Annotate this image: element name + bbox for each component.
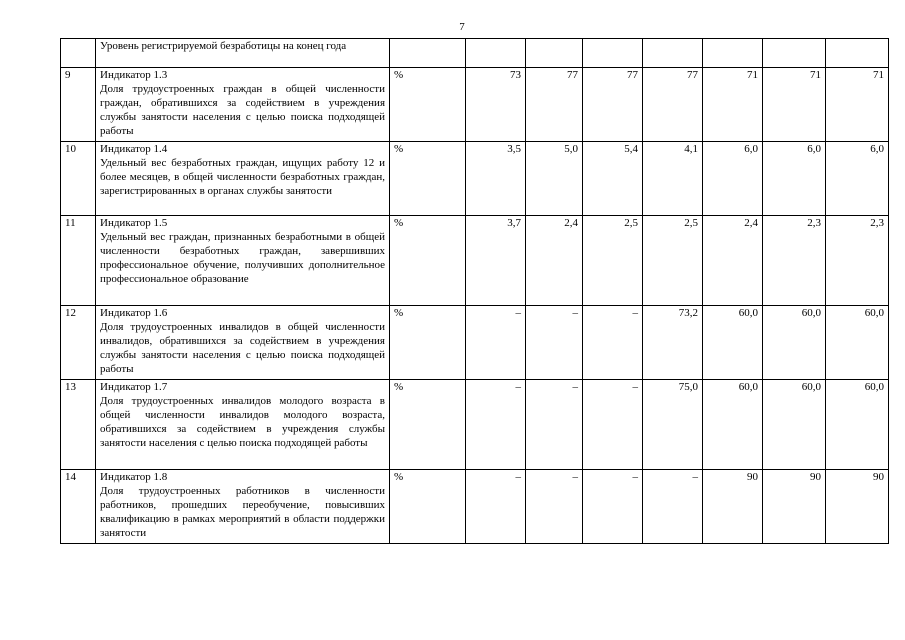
value-cell: 6,0 [763,142,826,216]
value-cell: 5,0 [526,142,583,216]
value-cell: 2,5 [643,216,703,306]
unit-cell: % [390,216,466,306]
row-number: 12 [61,306,96,380]
row-number: 10 [61,142,96,216]
value-cell: – [526,380,583,470]
row-number: 9 [61,68,96,142]
value-cell: – [643,470,703,544]
row-number [61,39,96,68]
value-cell: 73,2 [643,306,703,380]
table-row-indicator-1-7 [61,380,889,470]
table-row-continuation [61,39,889,68]
value-cell: 6,0 [826,142,889,216]
value-cell: 60,0 [763,380,826,470]
value-cell: 2,5 [583,216,643,306]
value-cell: 60,0 [763,306,826,380]
value-cell: 71 [826,68,889,142]
indicator-text: Доля трудоустроенных работников в численности работников, прошедших переобучение, повысивших квалификацию в рамках мероприятий в области поддержки занятости [100,485,385,539]
value-cell: 6,0 [703,142,763,216]
indicator-title: Индикатор 1.5 [100,217,168,229]
row-number: 14 [61,470,96,544]
indicator-description [96,306,390,380]
unit-cell: % [390,470,466,544]
value-cell: 90 [826,470,889,544]
value-cell: 2,3 [763,216,826,306]
value-cell: 3,7 [466,216,526,306]
value-cell: 60,0 [826,380,889,470]
value-cell [583,39,643,68]
value-cell: 3,5 [466,142,526,216]
value-cell: – [466,380,526,470]
value-cell [763,39,826,68]
unit-cell: % [390,380,466,470]
table-row-indicator-1-4 [61,142,889,216]
value-cell: – [583,470,643,544]
indicator-description [96,216,390,306]
value-cell: 60,0 [826,306,889,380]
indicator-text: Удельный вес безработных граждан, ищущих работу 12 и более месяцев, в общей численности безработных граждан, зарегистрированных в органах службы занятости [100,157,385,197]
page-number: 7 [459,21,465,33]
indicator-text: Доля трудоустроенных инвалидов молодого возраста в общей численности инвалидов молодого возраста, обратившихся за содействием в учреждения службы занятости населения с целью поиска подходящей работы [100,395,385,449]
value-cell: – [466,470,526,544]
value-cell: – [526,470,583,544]
indicator-description [96,68,390,142]
indicator-description [96,470,390,544]
value-cell: 2,3 [826,216,889,306]
unit-cell: % [390,306,466,380]
indicator-title: Индикатор 1.8 [100,471,168,483]
value-cell [826,39,889,68]
value-cell: 77 [643,68,703,142]
value-cell: 71 [703,68,763,142]
table-row-indicator-1-8 [61,470,889,544]
indicator-text: Доля трудоустроенных инвалидов в общей численности инвалидов, обратившихся за содействием в учреждения службы занятости населения с целью поиска подходящей работы [100,321,385,375]
value-cell: 4,1 [643,142,703,216]
value-cell: – [526,306,583,380]
value-cell: – [583,380,643,470]
value-cell: 5,4 [583,142,643,216]
value-cell: 77 [583,68,643,142]
unit-cell [390,39,466,68]
value-cell: 60,0 [703,306,763,380]
table-row-indicator-1-5 [61,216,889,306]
value-cell [643,39,703,68]
value-cell: 75,0 [643,380,703,470]
indicators-table [60,38,889,544]
value-cell: – [583,306,643,380]
indicator-title: Индикатор 1.4 [100,143,168,155]
value-cell [703,39,763,68]
row-number: 11 [61,216,96,306]
indicator-title: Индикатор 1.7 [100,381,168,393]
indicator-text: Уровень регистрируемой безработицы на конец года [100,40,347,52]
unit-cell: % [390,142,466,216]
table-row-indicator-1-3 [61,68,889,142]
value-cell: 60,0 [703,380,763,470]
value-cell: 77 [526,68,583,142]
indicator-text: Доля трудоустроенных граждан в общей численности граждан, обратившихся за содействием в учреждения службы занятости населения с целью поиска подходящей работы [100,83,385,137]
value-cell: 90 [703,470,763,544]
value-cell: 71 [763,68,826,142]
unit-cell: % [390,68,466,142]
indicator-description [96,142,390,216]
value-cell: 2,4 [703,216,763,306]
row-number: 13 [61,380,96,470]
value-cell [466,39,526,68]
indicator-title: Индикатор 1.3 [100,69,168,81]
indicator-description [96,39,390,68]
indicator-title: Индикатор 1.6 [100,307,168,319]
value-cell [526,39,583,68]
value-cell: – [466,306,526,380]
value-cell: 90 [763,470,826,544]
value-cell: 2,4 [526,216,583,306]
value-cell: 73 [466,68,526,142]
indicator-description [96,380,390,470]
table-row-indicator-1-6 [61,306,889,380]
indicator-text: Удельный вес граждан, признанных безработными в общей численности безработных граждан, завершивших профессиональное обучение, получивших дополнительное профессиональное образование [100,231,385,285]
